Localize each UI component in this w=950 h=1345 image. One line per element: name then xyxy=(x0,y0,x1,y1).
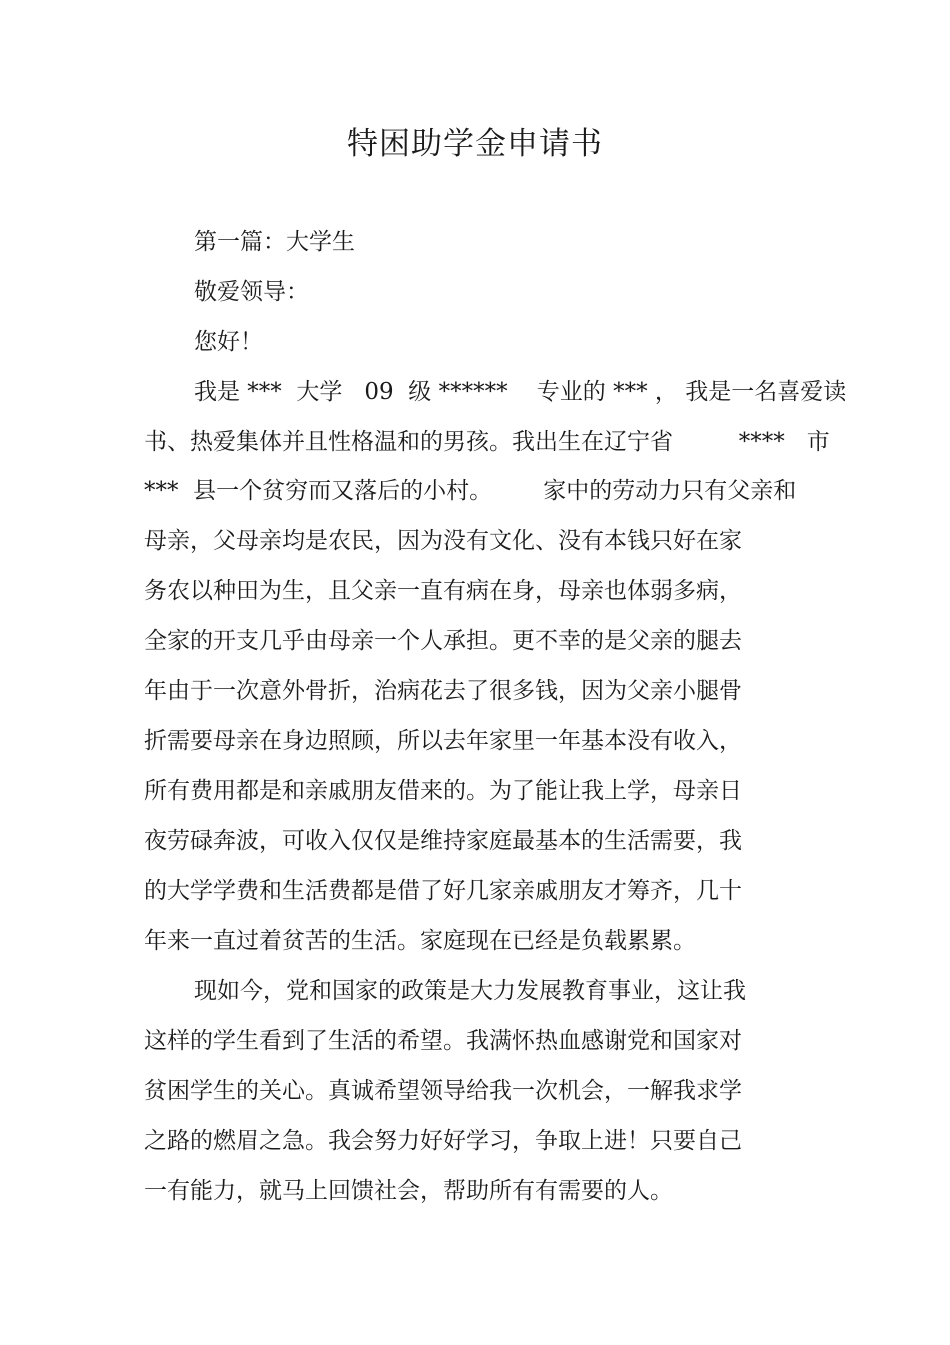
paragraph-line: 这样的学生看到了生活的希望。我满怀热血感谢党和国家对 xyxy=(144,1028,742,1054)
paragraph-line: 夜劳碌奔波，可收入仅仅是维持家庭最基本的生活需要，我 xyxy=(144,828,742,854)
salutation: 敬爱领导： xyxy=(194,279,309,305)
paragraph-line: 之路的燃眉之急。我会努力好好学习，争取上进！只要自己 xyxy=(144,1128,742,1154)
paragraph-line: *** 县一个贫穷而又落后的小村。 家中的劳动力只有父亲和 xyxy=(144,478,797,504)
paragraph-line: 全家的开支几乎由母亲一个人承担。更不幸的是父亲的腿去 xyxy=(144,628,742,654)
paragraph-line: 的大学学费和生活费都是借了好几家亲戚朋友才筹齐，几十 xyxy=(144,878,742,904)
paragraph-line: 贫困学生的关心。真诚希望领导给我一次机会，一解我求学 xyxy=(144,1078,742,1104)
paragraph-line: 务农以种田为生，且父亲一直有病在身，母亲也体弱多病， xyxy=(144,578,742,604)
paragraph-line: 书、热爱集体并且性格温和的男孩。我出生在辽宁省 **** 市 xyxy=(144,429,830,455)
greeting: 您好！ xyxy=(194,329,263,355)
paragraph-line: 母亲，父母亲均是农民，因为没有文化、没有本钱只好在家 xyxy=(144,528,742,554)
paragraph-line: 折需要母亲在身边照顾，所以去年家里一年基本没有收入， xyxy=(144,728,742,754)
paragraph-line: 我是 *** 大学 09 级 ****** 专业的 *** ， 我是一名喜爱读 xyxy=(194,379,847,405)
paragraph-line: 所有费用都是和亲戚朋友借来的。为了能让我上学，母亲日 xyxy=(144,778,742,804)
paragraph-line: 一有能力，就马上回馈社会，帮助所有有需要的人。 xyxy=(144,1178,673,1204)
paragraph-line: 年由于一次意外骨折，治病花去了很多钱，因为父亲小腿骨 xyxy=(144,678,742,704)
document-title: 特困助学金申请书 xyxy=(347,126,603,162)
paragraph-line: 现如今，党和国家的政策是大力发展教育事业，这让我 xyxy=(194,978,746,1004)
section-heading: 第一篇：大学生 xyxy=(194,229,355,255)
paragraph-line: 年来一直过着贫苦的生活。家庭现在已经是负载累累。 xyxy=(144,928,696,954)
